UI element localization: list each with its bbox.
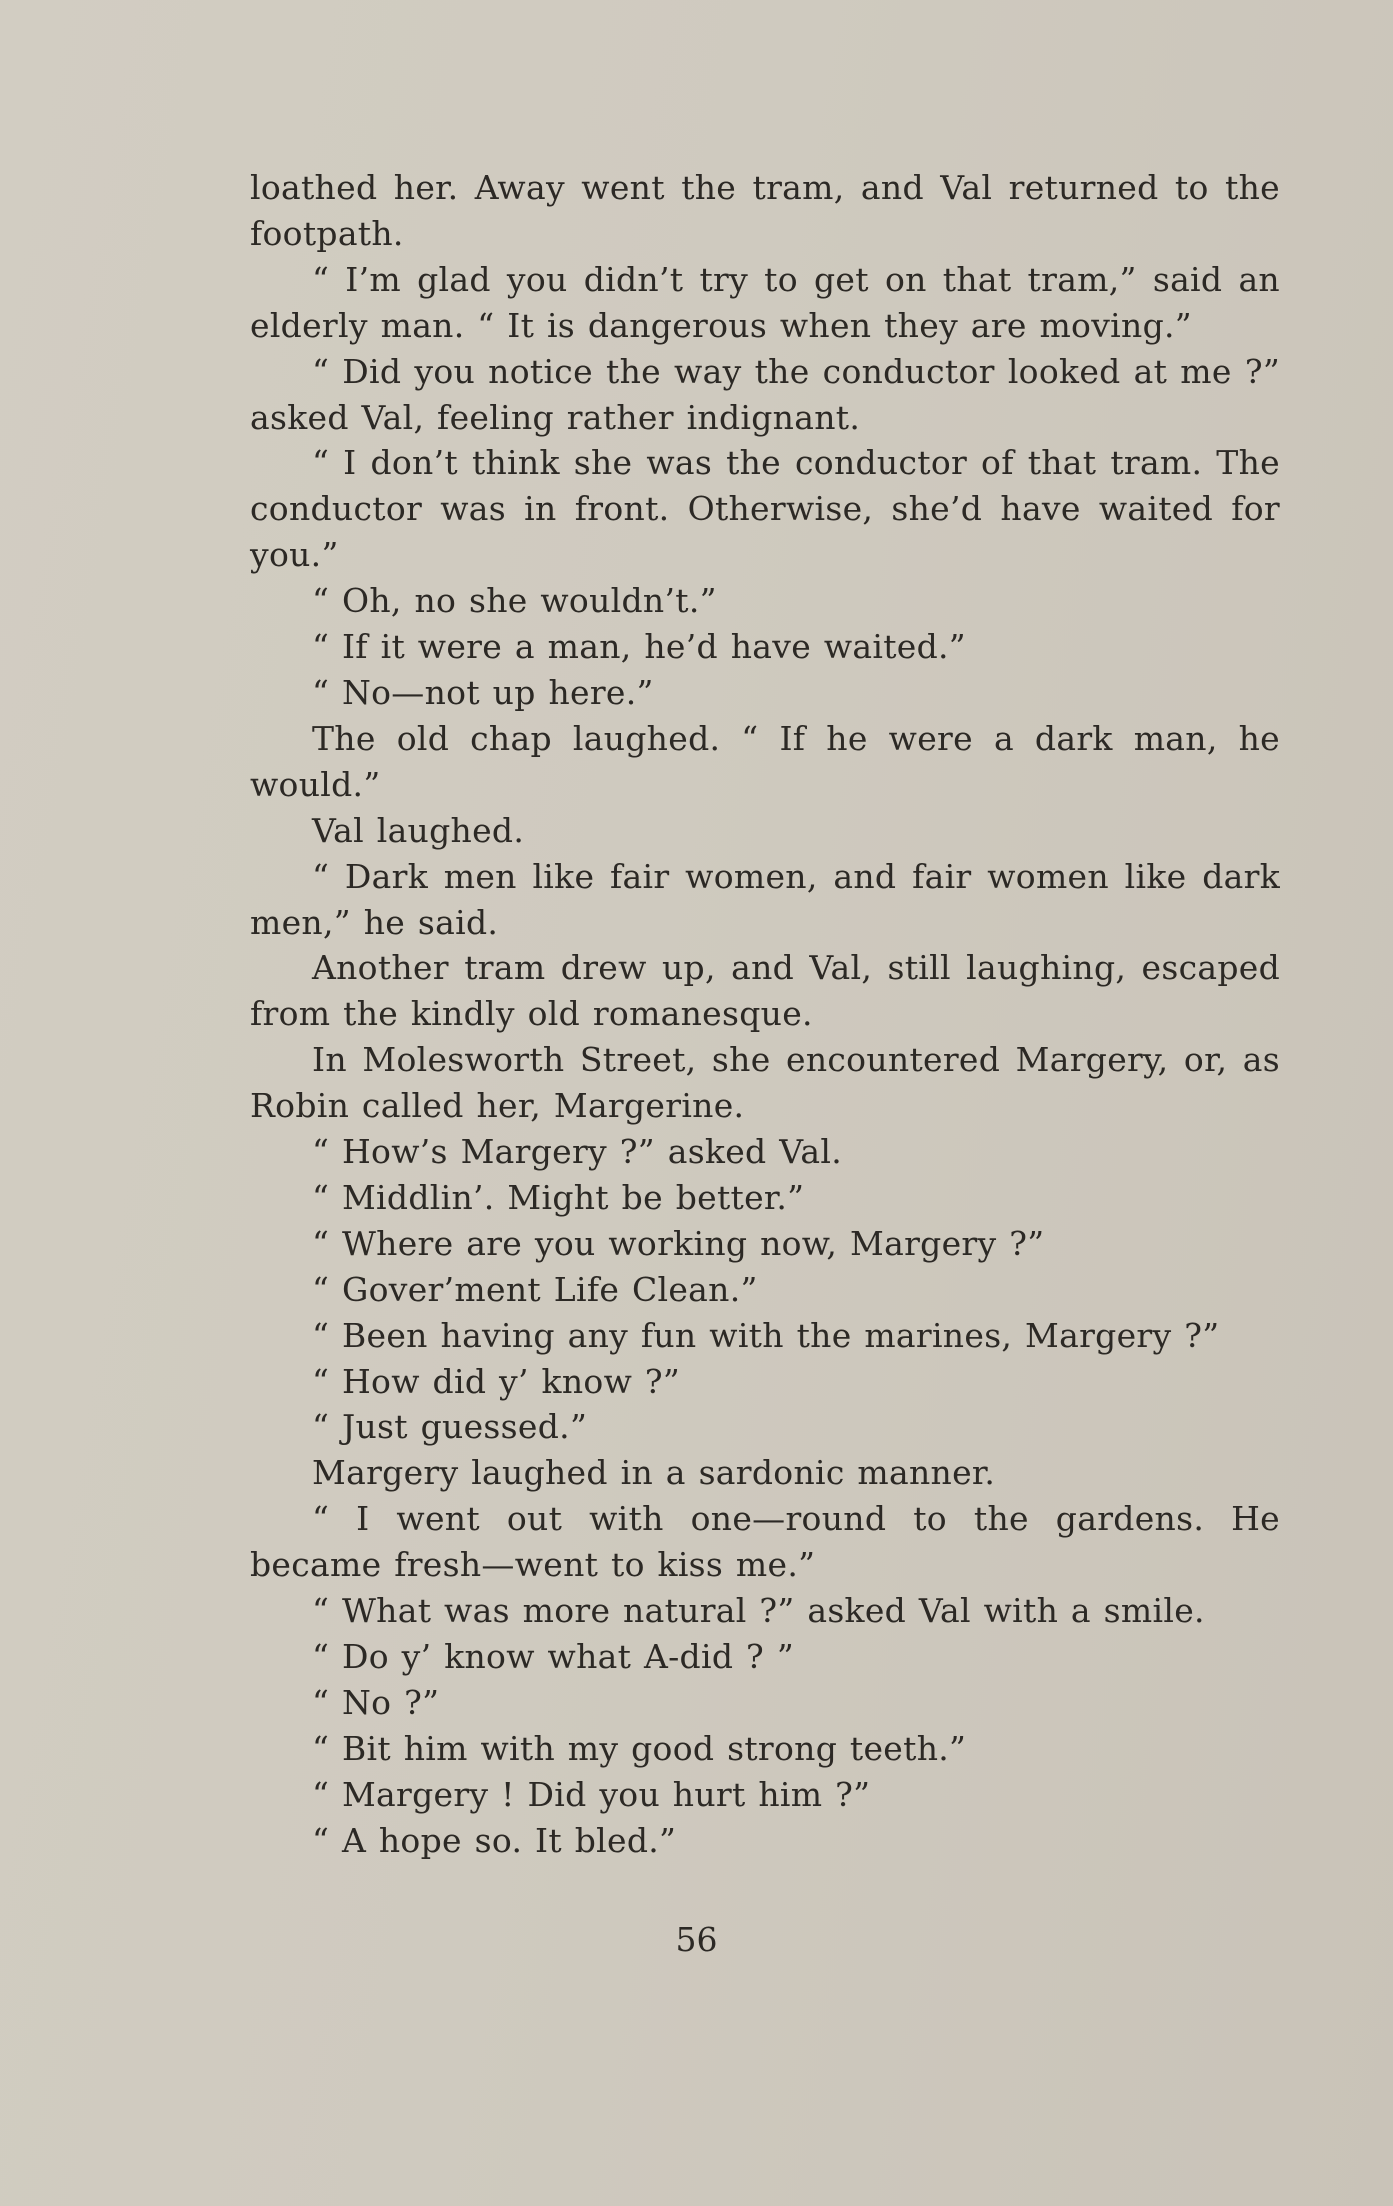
paragraph: “ No—not up here.” — [312, 672, 654, 712]
paragraph: “ If it were a man, he’d have waited.” — [312, 627, 966, 667]
paragraph: “ Did you notice the way the conductor looked at me ?” asked Val, feeling rather indignant. — [250, 351, 1280, 437]
paragraph: “ Bit him with my good strong teeth.” — [312, 1728, 967, 1768]
paragraph: “ Gover’ment Life Clean.” — [312, 1269, 758, 1309]
paragraph: “ Oh, no she wouldn’t.” — [312, 581, 717, 621]
paragraph: In Molesworth Street, she encountered Margery, or, as Robin called her, Margerine. — [250, 1040, 1280, 1126]
paragraph: loathed her. Away went the tram, and Val returned to the footpath. — [250, 168, 1280, 253]
paragraph: “ How’s Margery ?” asked Val. — [312, 1132, 842, 1172]
page-number: 56 — [675, 1920, 718, 1959]
paragraph: “ Where are you working now, Margery ?” — [312, 1223, 1045, 1263]
paragraph: “ Just guessed.” — [312, 1407, 588, 1447]
paragraph: “ I went out with one—round to the gardens. He became fresh—went to kiss me.” — [250, 1499, 1280, 1585]
paragraph: “ Do y’ know what A-did ? ” — [312, 1637, 795, 1676]
paragraph: “ I don’t think she was the conductor of that tram. The conductor was in front. Otherwise, she’d have waited for you.” — [250, 443, 1280, 575]
paragraph: “ No ?” — [312, 1682, 440, 1722]
paragraph: “ Dark men like fair women, and fair women like dark men,” he said. — [250, 856, 1280, 942]
paragraph: Val laughed. — [312, 810, 525, 850]
paragraph: “ I’m glad you didn’t try to get on that tram,” said an elderly man. “ It is dangerous when they are moving.” — [250, 259, 1280, 345]
paragraph: The old chap laughed. “ If he were a dark man, he would.” — [250, 718, 1280, 804]
paragraph: “ How did y’ know ?” — [312, 1361, 681, 1401]
paragraph: “ What was more natural ?” asked Val with a smile. — [312, 1591, 1205, 1631]
paragraph: Margery laughed in a sardonic manner. — [312, 1453, 996, 1493]
paragraph: “ Margery ! Did you hurt him ?” — [312, 1774, 871, 1814]
paragraph: Another tram drew up, and Val, still laughing, escaped from the kindly old romanesque. — [250, 948, 1280, 1034]
paragraph: “ A hope so. It bled.” — [312, 1820, 677, 1860]
body-text — [250, 165, 1280, 1864]
paragraph: “ Middlin’. Might be better.” — [312, 1177, 805, 1217]
paragraph: “ Been having any fun with the marines, Margery ?” — [312, 1315, 1220, 1355]
